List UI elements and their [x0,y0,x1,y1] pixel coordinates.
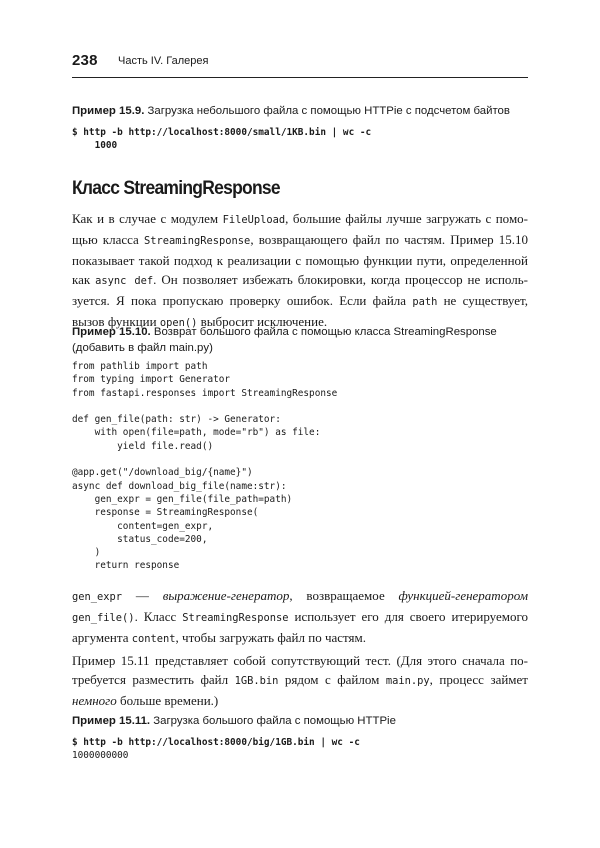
page-header [72,52,528,72]
example-15-9-caption [72,103,510,119]
caption-text: Загрузка небольшого файла с помощью HTTPie с подсчетом байтов [147,105,510,117]
example-15-11-command: $ http -b http://localhost:8000/big/1GB.bin | wc -c [72,737,360,748]
header-rule [72,77,528,78]
paragraph-1: Как и в случае с модулем FileUpload, большие файлы лучше загружать с помо- щью класса StreamingResponse, возвращающего файл по частям. Пример 15.10 показывает такой подход к реализации с помощью функции пути, определенной как async def. Он позволяет избежать блокировки, когда процессор не исполь- зуется. Я пока пропускаю проверку ошибок. Если файла path не существует, вызов функции open() выбросит исключение. [72,211,528,329]
section-heading: Класс StreamingResponse [72,178,280,199]
page-number: 238 [72,52,98,69]
example-15-10-code: from pathlib import path from typing import Generator from fastapi.responses import StreamingResponse def gen_file(path: str) -> Generator: with open(file=path, mode="rb") as file: yield file.read() @app.get("/download_big/{name}") async def download_big_file(name:str): gen_expr = gen_file(file_path=path) response = StreamingResponse( content=gen_expr, status_code=200, ) return response [72,361,338,572]
example-label: Пример 15.10. [72,326,151,338]
example-label: Пример 15.9. [72,105,145,117]
example-15-11-output: 1000000000 [72,750,129,761]
example-15-9-code: $ http -b http://localhost:8000/small/1KB.bin | wc -c 1000 [72,127,372,152]
running-head: Часть IV. Галерея [118,55,209,67]
paragraph-2: gen_expr — выражение-генератор, возвращаемое функцией-генератором gen_file(). Класс StreamingResponse использует его для своего итерируемого аргумента content, чтобы загружать файл по частям. [72,588,529,645]
example-label: Пример 15.11. [72,715,151,727]
example-15-10-caption: Пример 15.10. Возврат большого файла с помощью класса StreamingResponse (добавить в файл main.py) [72,326,497,354]
example-15-11-caption: Пример 15.11. Загрузка большого файла с помощью HTTPie [72,715,396,727]
paragraph-3: Пример 15.11 представляет собой сопутствующий тест. (Для этого сначала по- требуется разместить файл 1GB.bin рядом с файлом main.py, процесс займет немного больше времени.) [72,653,528,708]
